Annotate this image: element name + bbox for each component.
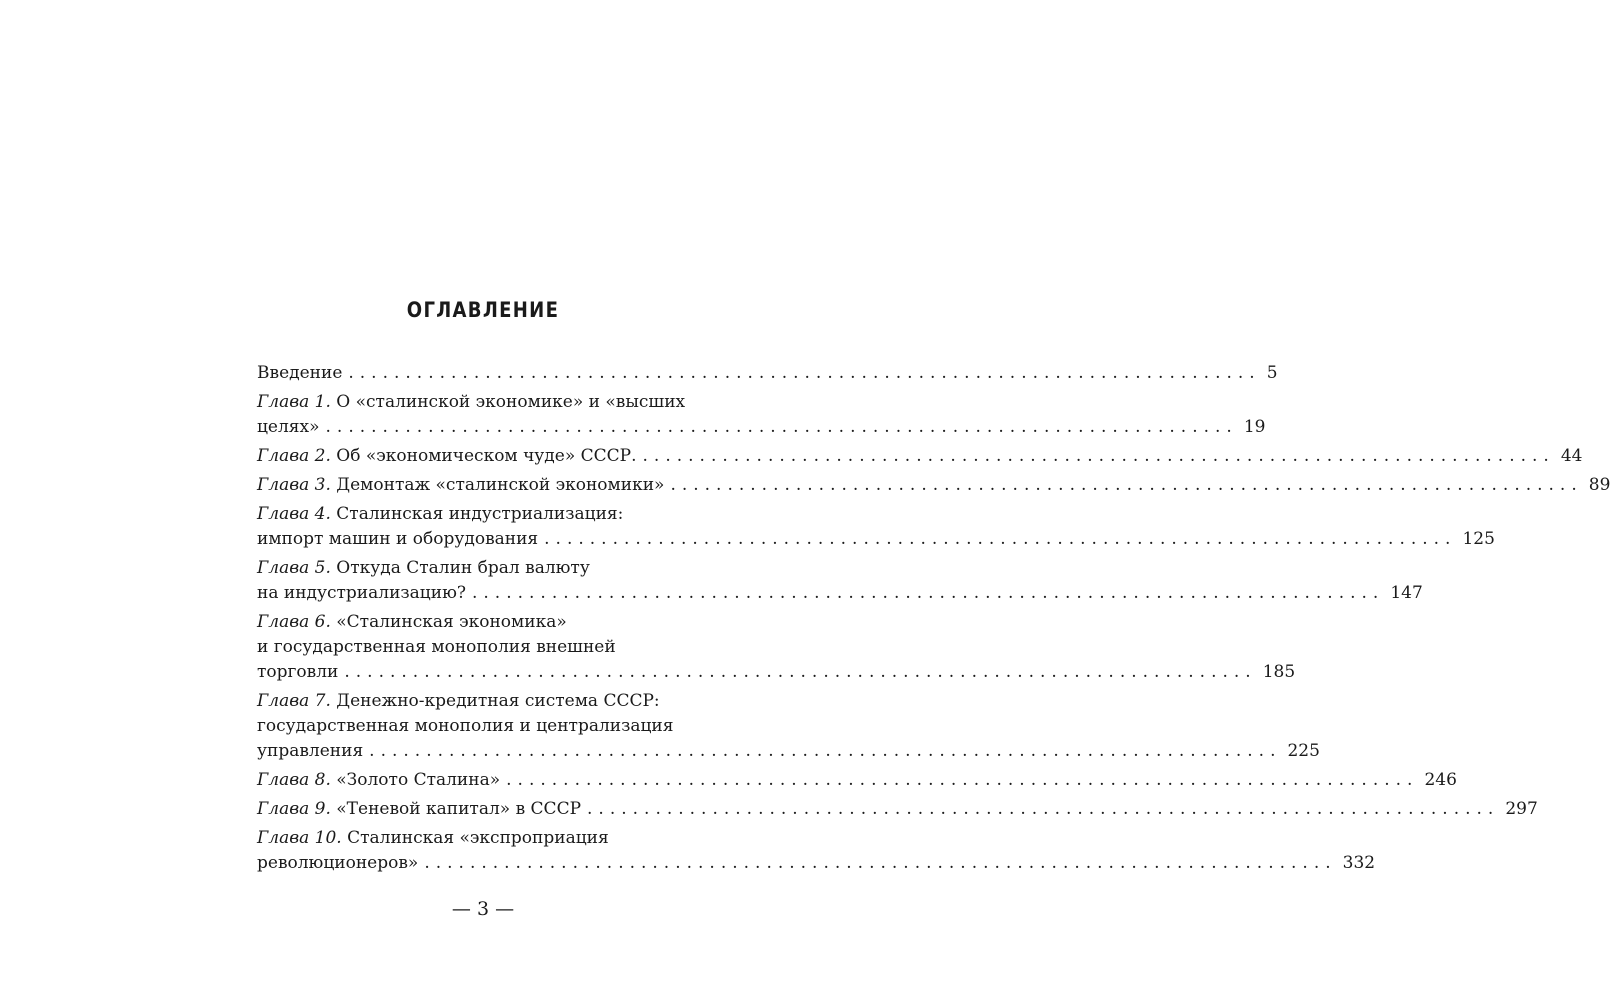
- chapter-title-text: О «сталинской экономике» и «высших: [330, 392, 686, 412]
- chapter-title-text: Об «экономическом чуде» СССР.: [330, 446, 637, 466]
- toc-entry-text: [257, 415, 320, 440]
- toc-entry: [257, 610, 1296, 685]
- chapter-label: Глава 4.: [257, 504, 331, 524]
- dot-leader: ................................................................................: [506, 770, 1419, 790]
- toc-entry-text: [257, 660, 338, 685]
- toc-entry-line: [257, 851, 1376, 876]
- toc-entry: [257, 473, 1610, 498]
- toc-entry: [257, 826, 1376, 876]
- chapter-label: Глава 10.: [257, 828, 342, 848]
- dot-leader: ................................................................................: [369, 741, 1282, 761]
- page-ref: 147: [1390, 583, 1423, 603]
- toc-entry-line: [257, 714, 711, 739]
- page-ref: 89: [1588, 475, 1610, 495]
- page-ref: 19: [1243, 417, 1266, 437]
- toc-entry-text: [257, 527, 538, 552]
- chapter-label: Глава 5.: [257, 558, 331, 578]
- toc-entry: [257, 361, 1278, 386]
- page-number: — 3 —: [451, 898, 515, 920]
- chapter-title-text: «Теневой капитал» в СССР: [330, 799, 582, 819]
- toc-entry-text: [257, 691, 660, 711]
- chapter-title-text: Откуда Сталин брал валюту: [330, 558, 590, 578]
- chapter-title-text: «Сталинская экономика»: [330, 612, 567, 632]
- dot-leader: ................................................................................: [424, 853, 1337, 873]
- chapter-label: Глава 9.: [257, 799, 331, 819]
- toc-entry-line: [257, 689, 711, 714]
- toc-entry: [257, 502, 1495, 552]
- page-ref: 246: [1424, 770, 1457, 790]
- toc-entry-text: [257, 361, 342, 386]
- table-of-contents: [257, 361, 1610, 880]
- toc-entry-line: [257, 768, 1457, 793]
- chapter-title-text: Введение: [257, 363, 343, 383]
- chapter-label: Глава 8.: [257, 770, 331, 790]
- chapter-title-text: целях»: [257, 417, 320, 437]
- toc-entry-text: [257, 828, 609, 848]
- toc-entry-line: [257, 527, 1495, 552]
- dot-leader: ................................................................................: [348, 363, 1261, 383]
- toc-entry-text: [257, 504, 623, 524]
- toc-entry-text: [257, 716, 673, 736]
- toc-entry-line: [257, 797, 1538, 822]
- chapter-label: Глава 2.: [257, 446, 331, 466]
- chapter-title-text: импорт машин и оборудования: [257, 529, 539, 549]
- chapter-label: Глава 3.: [257, 475, 331, 495]
- page-ref: 332: [1342, 853, 1376, 873]
- toc-entry-text: [257, 612, 567, 632]
- toc-entry: [257, 689, 1320, 764]
- toc-entry-text: [257, 473, 664, 498]
- toc-entry: [257, 556, 1423, 606]
- toc-entry: [257, 390, 1266, 440]
- toc-entry-line: [257, 390, 711, 415]
- toc-entry-text: [257, 392, 685, 412]
- toc-entry-text: [257, 739, 363, 764]
- page-ref: 185: [1262, 662, 1296, 682]
- page-ref: 225: [1287, 741, 1320, 761]
- toc-entry-text: [257, 768, 500, 793]
- chapter-title-text: «Золото Сталина»: [330, 770, 501, 790]
- toc-entry: [257, 444, 1583, 469]
- toc-entry-text: [257, 797, 581, 822]
- dot-leader: ................................................................................: [642, 446, 1555, 466]
- toc-entry-text: [257, 581, 466, 606]
- chapter-label: Глава 6.: [257, 612, 331, 632]
- chapter-title-text: Сталинская «экспроприация: [341, 828, 609, 848]
- dot-leader: ................................................................................: [344, 662, 1257, 682]
- chapter-title-text: государственная монополия и централизация: [257, 716, 674, 736]
- chapter-title-text: Денежно-кредитная система СССР:: [330, 691, 660, 711]
- chapter-title-text: и государственная монополия внешней: [257, 637, 616, 657]
- chapter-title-text: управления: [257, 741, 364, 761]
- toc-entry-text: [257, 444, 637, 469]
- chapter-label: Глава 1.: [257, 392, 331, 412]
- chapter-title-text: Демонтаж «сталинской экономики»: [330, 475, 665, 495]
- page-ref: 297: [1505, 799, 1538, 819]
- dot-leader: ................................................................................: [472, 583, 1385, 603]
- dot-leader: ................................................................................: [587, 799, 1500, 819]
- toc-entry-line: [257, 415, 1266, 440]
- toc-entry-line: [257, 635, 711, 660]
- chapter-title-text: торговли: [257, 662, 339, 682]
- page-ref: 44: [1560, 446, 1583, 466]
- chapter-title-text: на индустриализацию?: [257, 583, 466, 603]
- chapter-label: Глава 7.: [257, 691, 331, 711]
- chapter-title-text: революционеров»: [257, 853, 419, 873]
- toc-entry-line: [257, 610, 711, 635]
- toc-entry-text: [257, 558, 590, 578]
- chapter-title-text: Сталинская индустриализация:: [330, 504, 624, 524]
- toc-entry-line: [257, 473, 1610, 498]
- page-title: ОГЛАВЛЕНИЕ: [406, 298, 560, 322]
- toc-entry-text: [257, 637, 616, 657]
- toc-entry-line: [257, 739, 1320, 764]
- toc-entry: [257, 768, 1457, 793]
- toc-entry-line: [257, 826, 711, 851]
- dot-leader: ................................................................................: [670, 475, 1583, 495]
- page-ref: 5: [1266, 363, 1278, 383]
- toc-entry-line: [257, 361, 1278, 386]
- toc-entry-line: [257, 502, 711, 527]
- toc-entry-text: [257, 851, 418, 876]
- toc-entry: [257, 797, 1538, 822]
- toc-entry-line: [257, 444, 1583, 469]
- dot-leader: ................................................................................: [544, 529, 1457, 549]
- dot-leader: ................................................................................: [325, 417, 1238, 437]
- toc-entry-line: [257, 556, 711, 581]
- page-ref: 125: [1462, 529, 1495, 549]
- toc-entry-line: [257, 660, 1296, 685]
- toc-entry-line: [257, 581, 1423, 606]
